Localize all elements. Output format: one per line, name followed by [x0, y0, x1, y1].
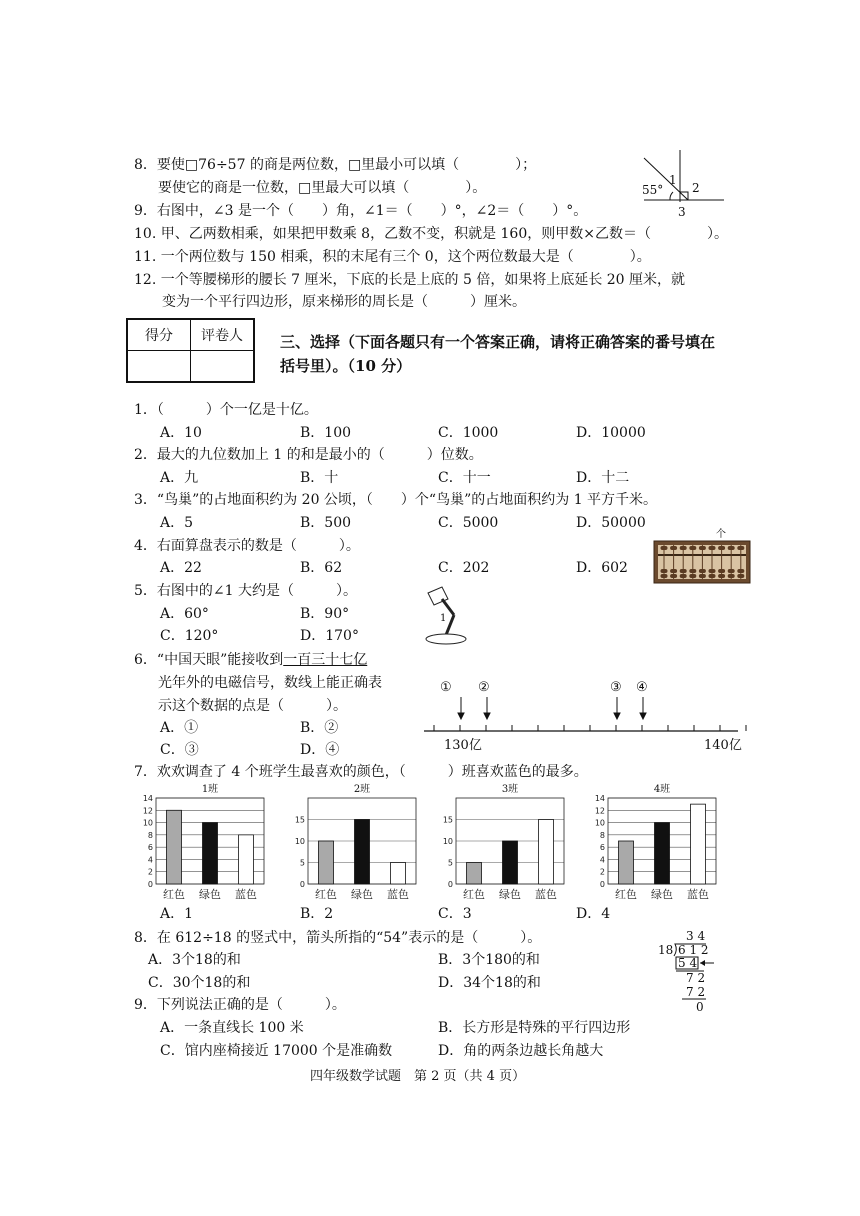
q7-option-c[interactable]: C．3 — [438, 906, 472, 922]
class-color-charts — [140, 782, 730, 906]
score-label: 得分 — [127, 319, 191, 351]
q6-stem-line1: 6．“中国天眼”能接收到一百三十七亿 — [134, 652, 368, 668]
q2-option-c[interactable]: C．十一 — [438, 470, 491, 486]
marker-4: ④ — [636, 680, 648, 695]
abacus-bead — [680, 574, 687, 578]
angle-2-label: 2 — [692, 181, 700, 195]
q5-option-d[interactable]: D．170° — [300, 628, 359, 644]
y-tick-label: 15 — [294, 815, 305, 825]
q9-option-b[interactable]: B．长方形是特殊的平行四边形 — [438, 1020, 631, 1036]
q11-fill: 11. 一个两位数与 150 相乘，积的末尾有三个 0，这个两位数最大是（ ）。 — [134, 249, 651, 265]
abacus-bead — [670, 546, 677, 550]
y-tick-label: 12 — [142, 806, 153, 816]
q2-option-b[interactable]: B．十 — [300, 470, 339, 486]
angle-1-label: 1 — [669, 173, 677, 187]
chart-title: 2班 — [353, 784, 371, 795]
abacus-bead — [699, 569, 706, 573]
x-category-label: 蓝色 — [535, 888, 557, 901]
abacus-bead — [699, 574, 706, 578]
bar — [203, 823, 218, 884]
bar — [319, 841, 334, 884]
bar — [167, 810, 182, 884]
bar — [539, 820, 554, 885]
bar — [391, 863, 406, 885]
x-category-label: 绿色 — [499, 888, 521, 901]
q3-option-c[interactable]: C．5000 — [438, 515, 499, 531]
x-category-label: 绿色 — [651, 888, 673, 901]
q9-option-a[interactable]: A．一条直线长 100 米 — [160, 1020, 304, 1036]
long-division — [658, 928, 724, 1014]
abacus-bead — [709, 546, 716, 550]
chart-title: 3班 — [501, 784, 519, 795]
q2-option-a[interactable]: A．九 — [160, 470, 199, 486]
abacus-bead — [728, 546, 735, 550]
abacus-bead — [737, 569, 744, 573]
q8-option-a[interactable]: A．3个18的和 — [148, 952, 241, 968]
y-tick-label: 0 — [599, 880, 605, 889]
x-category-label: 红色 — [463, 888, 485, 901]
q3-option-d[interactable]: D．50000 — [576, 515, 646, 531]
number-line-right-label: 140亿 — [704, 738, 742, 753]
grader-label: 评卷人 — [191, 319, 255, 351]
y-tick-label: 6 — [147, 843, 153, 853]
q8-fill-line2: 要使它的商是一位数，□里最大可以填（ ）。 — [158, 180, 487, 196]
score-box — [126, 318, 255, 383]
q5-stem: 5．右图中的∠1 大约是（ ）。 — [134, 583, 357, 599]
abacus-bead — [728, 574, 735, 578]
y-tick-label: 6 — [599, 843, 605, 853]
abacus-bead — [689, 546, 696, 550]
division-row-72b: 7 2 — [686, 985, 706, 999]
bar-chart — [295, 782, 416, 901]
q3-option-b[interactable]: B．500 — [300, 515, 352, 531]
abacus-bead — [699, 546, 706, 550]
q6-stem-line2: 光年外的电磁信号，数线上能正确表 — [158, 675, 382, 691]
q12-fill-line1: 12. 一个等腰梯形的腰长 7 厘米，下底的长是上底的 5 倍，如果将上底延长 20 厘米，就 — [134, 272, 686, 288]
q1-option-c[interactable]: C．1000 — [438, 425, 499, 441]
x-category-label: 红色 — [315, 888, 337, 901]
abacus-bead — [728, 569, 735, 573]
abacus-bead — [689, 569, 696, 573]
bar — [655, 823, 670, 884]
angle-3-label: 3 — [678, 205, 686, 219]
division-row-72a: 7 2 — [686, 971, 706, 985]
abacus-bead — [718, 574, 725, 578]
y-tick-label: 2 — [599, 867, 605, 877]
q3-stem: 3．“鸟巢”的占地面积约为 20 公顷，（ ）个“鸟巢”的占地面积约为 1 平方千米。 — [134, 492, 658, 508]
bar — [503, 841, 518, 884]
q5-option-b[interactable]: B．90° — [300, 606, 350, 622]
q4-option-c[interactable]: C．202 — [438, 560, 490, 576]
page-footer: 四年级数学试题 第 2 页（共 4 页） — [310, 1069, 526, 1084]
x-category-label: 蓝色 — [687, 888, 709, 901]
chart-title: 4班 — [653, 784, 671, 795]
abacus-bead — [670, 569, 677, 573]
division-divisor: 18 — [658, 943, 674, 957]
section3-title-line1: 三、选择（下面各题只有一个答案正确，请将正确答案的番号填在 — [280, 333, 716, 351]
q4-option-d[interactable]: D．602 — [576, 560, 628, 576]
abacus-bead — [680, 569, 687, 573]
abacus-bead — [689, 574, 696, 578]
desk-lamp-image — [422, 585, 472, 647]
q9-stem: 9．下列说法正确的是（ ）。 — [134, 997, 346, 1013]
chart-title: 1班 — [201, 784, 219, 795]
y-tick-label: 0 — [299, 880, 305, 889]
bar-chart — [595, 782, 716, 901]
division-quotient: 3 4 — [686, 929, 706, 943]
q6-underlined-number: 一百三十七亿 — [283, 652, 368, 668]
bar — [691, 804, 706, 884]
q2-option-d[interactable]: D．十二 — [576, 470, 630, 486]
q8-option-c[interactable]: C．30个18的和 — [148, 975, 251, 991]
marker-2: ② — [478, 680, 490, 695]
abacus-bead — [737, 574, 744, 578]
abacus-bead — [661, 546, 668, 550]
abacus-bead — [718, 569, 725, 573]
y-tick-label: 10 — [442, 837, 453, 846]
q7-option-a[interactable]: A．1 — [160, 906, 194, 922]
q6-option-c[interactable]: C．③ — [160, 742, 199, 758]
q8-stem: 8．在 612÷18 的竖式中，箭头所指的“54”表示的是（ ）。 — [134, 930, 542, 946]
x-category-label: 红色 — [163, 888, 185, 901]
marker-1: ① — [440, 680, 452, 695]
y-tick-label: 5 — [447, 858, 453, 868]
q6-option-a[interactable]: A．① — [160, 720, 199, 736]
abacus-bead — [661, 569, 668, 573]
bar — [355, 820, 370, 885]
abacus-bead — [680, 546, 687, 550]
score-cell[interactable] — [127, 351, 191, 383]
y-tick-label: 14 — [142, 794, 153, 803]
q4-option-b[interactable]: B．62 — [300, 560, 343, 576]
y-tick-label: 0 — [147, 880, 153, 889]
abacus-bead — [737, 546, 744, 550]
y-tick-label: 8 — [599, 830, 605, 840]
number-line — [420, 680, 750, 753]
division-row-54: 5 4 — [678, 956, 698, 970]
bar-chart — [443, 782, 564, 901]
q6-option-d[interactable]: D．④ — [300, 742, 340, 758]
division-row-0: 0 — [696, 1000, 704, 1014]
q10-fill: 10. 甲、乙两数相乘，如果把甲数乘 8，乙数不变，积就是 160，则甲数×乙数＝（ ）。 — [134, 226, 728, 242]
number-line-left-label: 130亿 — [444, 738, 482, 753]
x-category-label: 红色 — [615, 888, 637, 901]
x-category-label: 蓝色 — [235, 888, 257, 901]
y-tick-label: 10 — [594, 818, 605, 828]
q8-option-b[interactable]: B．3个180的和 — [438, 952, 540, 968]
bar-chart — [143, 782, 264, 901]
q9-fill: 9．右图中，∠3 是一个（ ）角，∠1＝（ ）°，∠2＝（ ）°。 — [134, 203, 588, 219]
angle-figure — [640, 150, 730, 220]
abacus-bead — [718, 546, 725, 550]
abacus-bead — [661, 574, 668, 578]
angle-55-label: 55° — [642, 183, 664, 197]
bar — [619, 841, 634, 884]
q1-option-d[interactable]: D．10000 — [576, 425, 646, 441]
q1-stem: 1．（ ）个一亿是十亿。 — [134, 402, 318, 418]
y-tick-label: 2 — [147, 867, 153, 877]
y-tick-label: 14 — [594, 794, 605, 803]
bar — [467, 863, 482, 885]
y-tick-label: 8 — [147, 830, 153, 840]
q4-option-a[interactable]: A．22 — [160, 560, 202, 576]
y-tick-label: 0 — [447, 880, 453, 889]
bar — [239, 835, 254, 884]
y-tick-label: 4 — [599, 855, 605, 865]
y-tick-label: 5 — [299, 858, 305, 868]
grader-cell[interactable] — [191, 351, 255, 383]
y-tick-label: 15 — [442, 815, 453, 825]
abacus-bead — [709, 569, 716, 573]
q8-option-d[interactable]: D．34个18的和 — [438, 975, 541, 991]
section3-title-line2: 括号里）。（10 分） — [280, 357, 412, 375]
q5-option-c[interactable]: C．120° — [160, 628, 219, 644]
abacus-bead — [670, 574, 677, 578]
abacus-bead — [709, 574, 716, 578]
lamp-angle-label: 1 — [440, 613, 447, 624]
y-tick-label: 4 — [147, 855, 153, 865]
q6-stem-line3: 示这个数据的点是（ ）。 — [158, 698, 347, 714]
q8-fill-line1: 8．要使□76÷57 的商是两位数，□里最小可以填（ ）； — [134, 157, 537, 173]
q7-option-b[interactable]: B．2 — [300, 906, 334, 922]
x-category-label: 蓝色 — [387, 888, 409, 901]
x-category-label: 绿色 — [199, 888, 221, 901]
q6-option-b[interactable]: B．② — [300, 720, 339, 736]
y-tick-label: 10 — [294, 837, 305, 846]
y-tick-label: 10 — [142, 818, 153, 828]
q4-stem: 4．右面算盘表示的数是（ ）。 — [134, 538, 360, 554]
q1-option-a[interactable]: A．10 — [160, 425, 202, 441]
y-tick-label: 12 — [594, 806, 605, 816]
q1-option-b[interactable]: B．100 — [300, 425, 352, 441]
q9-option-c[interactable]: C．馆内座椅接近 17000 个是准确数 — [160, 1043, 393, 1059]
division-dividend: 6 1 2 — [678, 943, 709, 957]
q7-stem: 7．欢欢调查了 4 个班学生最喜欢的颜色，（ ）班喜欢蓝色的最多。 — [134, 764, 588, 780]
q12-fill-line2: 变为一个平行四边形，原来梯形的周长是（ ）厘米。 — [162, 294, 526, 310]
q5-option-a[interactable]: A．60° — [160, 606, 209, 622]
x-category-label: 绿色 — [351, 888, 373, 901]
marker-3: ③ — [610, 680, 622, 695]
q2-stem: 2．最大的九位数加上 1 的和是最小的（ ）位数。 — [134, 447, 483, 463]
abacus-ones-label: 个 — [716, 529, 726, 540]
abacus-image — [654, 529, 752, 585]
q9-option-d[interactable]: D．角的两条边越长角越大 — [438, 1043, 604, 1059]
q7-option-d[interactable]: D．4 — [576, 906, 611, 922]
q3-option-a[interactable]: A．5 — [160, 515, 194, 531]
